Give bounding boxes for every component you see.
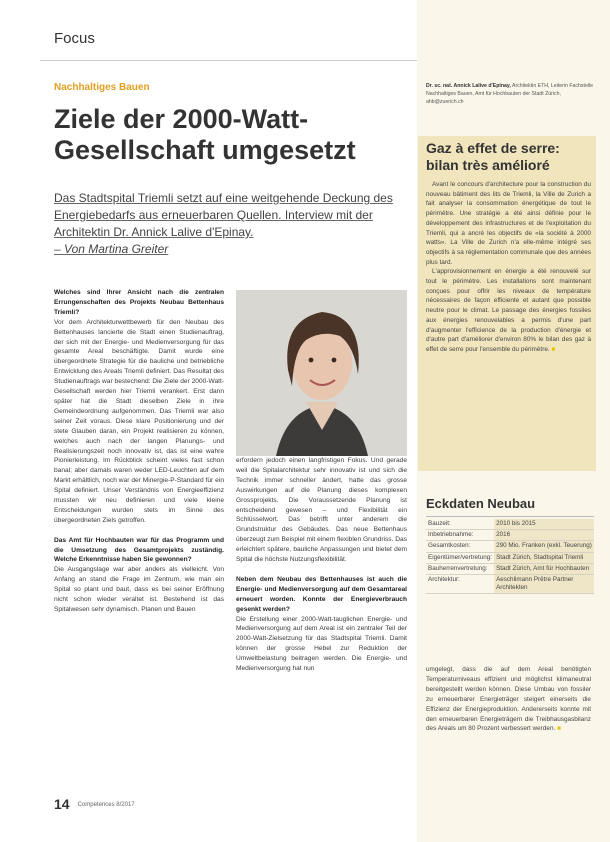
- box-title: Gaz à effet de serre: bilan très amélioré: [426, 140, 560, 173]
- section-label: Focus: [54, 30, 95, 47]
- table-row: [426, 530, 594, 541]
- facts-table: [426, 519, 594, 594]
- answer-continued: erfordern jedoch einen langfristigen Fokus. Und gerade weil die Spitalarchitektur sehr innovativ ist und sich die Technik immer schneller ändert, hatte das grosse Auswirkungen auf die Planung dieses komplexen Grossprojekts. Die Voraussetzende Planung ist entscheidend gewesen – und Flexibilität ein Schlüsselwort. Das betrifft unter anderem die Grundstruktur des Gebäudes. Das neue Bettenhaus überzeugt zum Beispiel mit einem flexiblen Grundriss. Das erleichtert spätere, bauliche Anpassungen und bietet dem Spital die höchste Nutzungsflexibilität.: [236, 457, 407, 564]
- end-square-icon: ■: [551, 345, 556, 353]
- continued-text: umgelegt, dass die auf dem Areal benötigten Temperaturniveaus effizient und möglichst klimaneutral bereitgestellt werden können. Diese Umbau von fossiler zu erneuerbarer Energieträger steigert einerseits die Effizienz der Energieproduktion. Andererseits konnte mit den erneuerbaren Energieträgern die Treibhausgasbilanz des Areals um 80 Prozent verbessert werden. ■: [426, 666, 591, 733]
- end-square-icon: ■: [557, 725, 561, 733]
- box-body: [426, 180, 591, 355]
- footer: [54, 796, 135, 812]
- table-row: [426, 552, 594, 563]
- lead: [54, 190, 394, 258]
- portrait-photo: [236, 290, 407, 456]
- byline: – Von Martina Greiter: [54, 242, 169, 256]
- table-row: [426, 519, 594, 530]
- publication: Competences 8/2017: [77, 802, 135, 809]
- facts-rule: [426, 516, 594, 517]
- table-row: [426, 541, 594, 552]
- credit-name: Dr. sc. nat. Annick Lalive d'Epinay,: [426, 83, 511, 89]
- row-value: Aeschlimann Prêtre Partner Architekten: [494, 575, 594, 594]
- answer-1: Vor dem Architekturwettbewerb für den Neubau des Bettenhauses lancierte die Stadt einen Studienauftrag, der sich mit der Energie- und Medienversorgung für das gesamte Areal beschäftigte. Damit wurde eine übergeordnete Strategie für die bauliche und betriebliche Entwicklung des Areals Triemli definiert. Das Resultat des Studienauftrags war bestechend: Die Ziele der 2000-Watt-Gesellschaft werden hier Triemli verankert. Erst dann später hat die Stadt dieselben Ziele in ihre Gemeindeordnung aufgenommen. Das Triemli war also seiner Zeit voraus. Diese klare Positionierung und der stete Glauben daran, ein Projekt realisieren zu können, welches auch nach der langen Planungs- und Realisierungszeit noch innovativ ist, das ist eine wahre Pionierleistung. Im Rückblick scheint vieles fast schon banal; aber damals waren weder LED-Leuchten auf dem Markt erhältlich, noch war der Minergie-P-Standard für ein Spital definiert. Unser Verständnis von Energieeffizienz mussten wir neu definieren und viele kleine Entscheidungen wurden stets im Sinne des übergeordneten Ziels getroffen.: [54, 318, 224, 524]
- row-label: Bauzeit:: [426, 519, 494, 530]
- author-credit: [426, 82, 594, 106]
- row-value: 2016: [494, 530, 594, 541]
- question-1: Welches sind Ihrer Ansicht nach die zentralen Errungenschaften des Projekts Neubau Bettenhaus Triemli?: [54, 289, 224, 316]
- headline: Ziele der 2000-Watt-Gesellschaft umgesetzt: [54, 104, 356, 165]
- credit-text: Architektin ETH, Leiterin Fachstelle Nachhaltiges Bauen, Amt für Hochbauten der Stadt Zürich, ahb@zuerich.ch: [426, 83, 594, 105]
- row-value: Stadt Zürich, Stadtspital Triemli: [494, 552, 594, 563]
- row-label: Architektur:: [426, 575, 494, 594]
- kicker: Nachhaltiges Bauen: [54, 82, 150, 93]
- table-row: [426, 575, 594, 594]
- row-label: Gesamtkosten:: [426, 541, 494, 552]
- page-number: 14: [54, 796, 70, 812]
- question-3: Neben dem Neubau des Bettenhauses ist auch die Energie- und Medienversorgung auf dem Gesamtareal erneuert worden. Konnte der Energieverbrauch gesenkt werden?: [236, 575, 407, 613]
- answer-3: Die Erstellung einer 2000-Watt-tauglichen Energie- und Medienversorgung auf dem Areal ist ein zentraler Teil der 2000-Watt-Zielsetzung für das Stadtspital Triemli. Damit können der grosse Hebel zur Reduktion der Umweltbelastung beitragen werden. Die Energie- und Medienversorgung hat nun: [236, 615, 407, 673]
- column-2: [236, 456, 407, 674]
- row-label: Inbetriebnahme:: [426, 530, 494, 541]
- question-2: Das Amt für Hochbauten war für das Programm und die Umsetzung des Gesamtprojekts zuständig. Welche Erkenntnisse haben Sie gewonnen?: [54, 536, 224, 564]
- answer-2: Die Ausgangslage war aber anders als vielleicht. Von Anfang an stand die Frage im Zentrum, wie man ein Spital so plant und baut, dass es bei seiner Eröffnung nicht schon wieder veraltet ist. Bestehend ist das Spitalwesen sehr dynamisch. Planen und Bauen: [54, 566, 224, 613]
- row-label: Eigentümer/vertretung:: [426, 552, 494, 563]
- header-rule: [40, 60, 417, 61]
- lead-text: Das Stadtspital Triemli setzt auf eine weitgehende Deckung des Energiebedarfs aus erneuerbaren Quellen. Interview mit der Architektin Dr. Annick Lalive d'Epinay.: [54, 191, 393, 239]
- box-paragraph-1: Avant le concours d'architecture pour la construction du nouveau bâtiment des lits de Triemli, la Ville de Zurich a fait analyser la consommation énergétique de tout le périmètre. Une stratégie a été ainsi définie pour le développement des infrastructures et de l'exploitation du Triemli, qui a ancré les objectifs de «la société à 2000 watts». La Ville de Zurich n'a elle-même intégré ses objectifs à sa réglementation communale que des années plus tard.: [426, 181, 591, 266]
- row-value: 290 Mio. Franken (exkl. Teuerung): [494, 541, 594, 552]
- portrait-illustration: [236, 290, 407, 456]
- facts-title: Eckdaten Neubau: [426, 496, 536, 511]
- row-value: Stadt Zürich, Amt für Hochbauten: [494, 563, 594, 574]
- row-value: 2010 bis 2015: [494, 519, 594, 530]
- box-paragraph-2: L'approvisionnement en énergie a été renouvelé sur tout le périmètre. Les installations sont maintenant conçues pour offrir les niveaux de température nécessaires de façon efficiente et autant que possible neutre pour le climat. Le passage des énergies fossiles aux énergies renouvelables a permis d'une part d'augmenter l'efficience de la production d'énergie et d'autre part d'améliorer d'environ 80% le bilan des gaz à effet de serre pour l'ensemble du périmètre. ■: [426, 268, 591, 353]
- table-row: [426, 563, 594, 574]
- column-1: [54, 288, 224, 615]
- row-label: Bauherrenvertretung:: [426, 563, 494, 574]
